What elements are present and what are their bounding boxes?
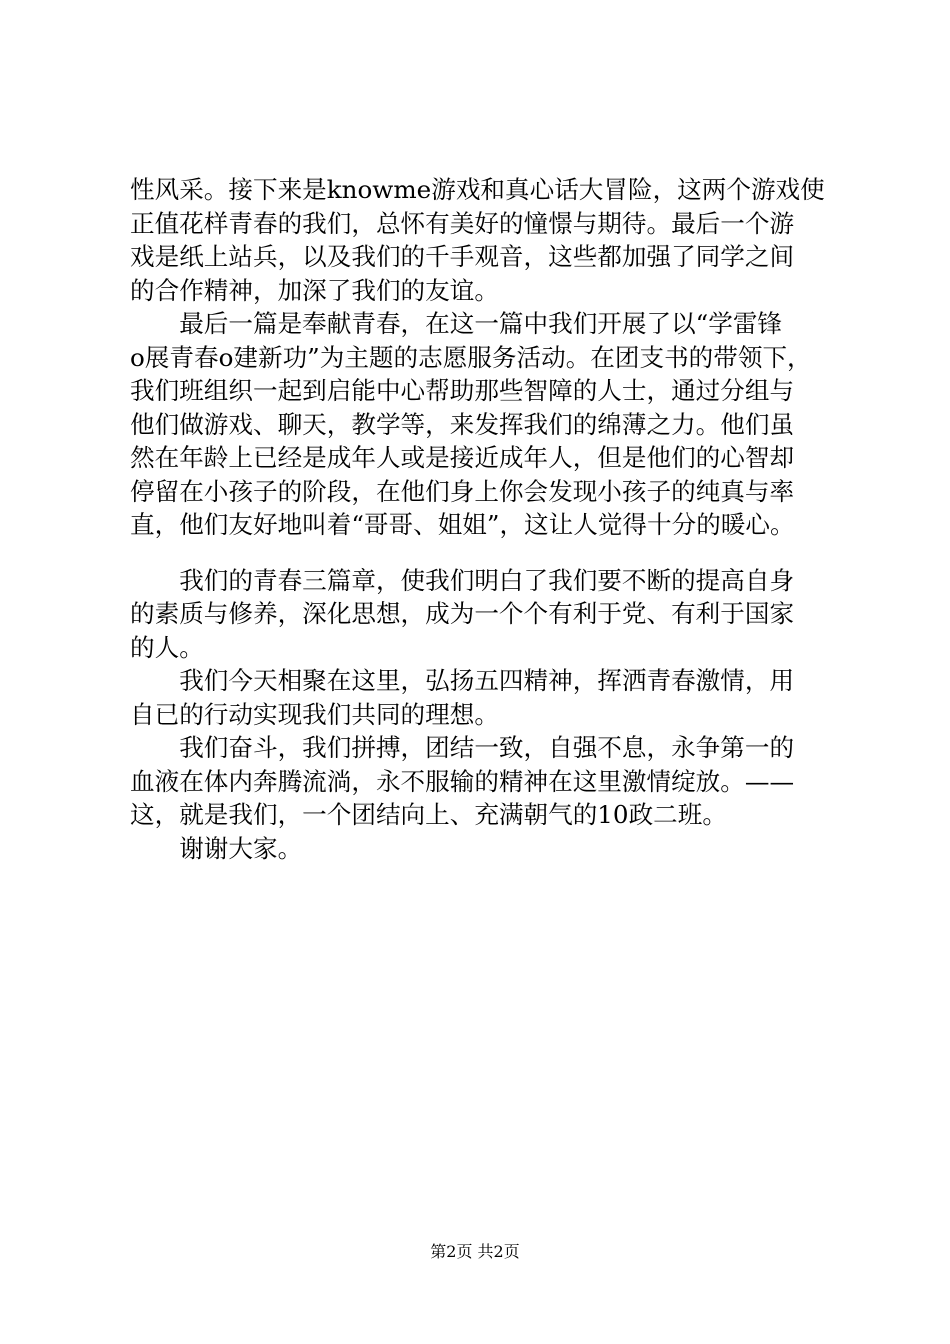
document-body [130,173,830,865]
text-line: 谢谢大家。 [130,833,303,863]
text-line: 正值花样青春的我们，总怀有美好的憧憬与期待。最后一个游 [130,208,795,238]
text-line: 的素质与修养，深化思想，成为一个个有利于党、有利于国家 [130,599,795,628]
text-line: 的合作精神，加深了我们的友谊。 [130,275,499,305]
text-line: 然在年龄上已经是成年人或是接近成年人，但是他们的心智却 [130,443,795,472]
text-line: 血液在体内奔腾流淌，永不服输的精神在这里激情绽放。—— [130,766,795,796]
text-line: 自已的行动实现我们共同的理想。 [130,699,499,729]
text-line: 停留在小孩子的阶段，在他们身上你会发现小孩子的纯真与率 [130,476,795,506]
text-line: 这，就是我们，一个团结向上、充满朝气的10政二班。 [130,800,727,829]
paragraph-gap [130,542,830,564]
text-line: o展青春o建新功”为主题的志愿服务活动。在团支书的带领下， [130,342,812,372]
text-line: 性风采。接下来是knowme游戏和真心话大冒险，这两个游戏使 [130,175,825,204]
text-line: 我们的青春三篇章，使我们明白了我们要不断的提高自身 [130,565,795,595]
text-line: 的人。 [130,632,204,662]
text-line: 直，他们友好地叫着“哥哥、姐姐”，这让人觉得十分的暖心。 [130,510,795,539]
text-line: 戏是纸上站兵，以及我们的千手观音，这些都加强了同学之间 [130,242,795,271]
page-number-label: 第2页 共2页 [430,1242,520,1261]
text-line: 我们奋斗，我们拼搏，团结一致，自强不息，永争第一的 [130,733,795,762]
text-line: 最后一篇是奉献青春，在这一篇中我们开展了以“学雷锋 [130,309,783,338]
text-line: 我们今天相聚在这里，弘扬五四精神，挥洒青春激情，用 [130,666,795,695]
text-line: 我们班组织一起到启能中心帮助那些智障的人士，通过分组与 [130,376,795,405]
page-footer [0,1242,950,1262]
text-line: 他们做游戏、聊天，教学等，来发挥我们的绵薄之力。他们虽 [130,409,795,439]
